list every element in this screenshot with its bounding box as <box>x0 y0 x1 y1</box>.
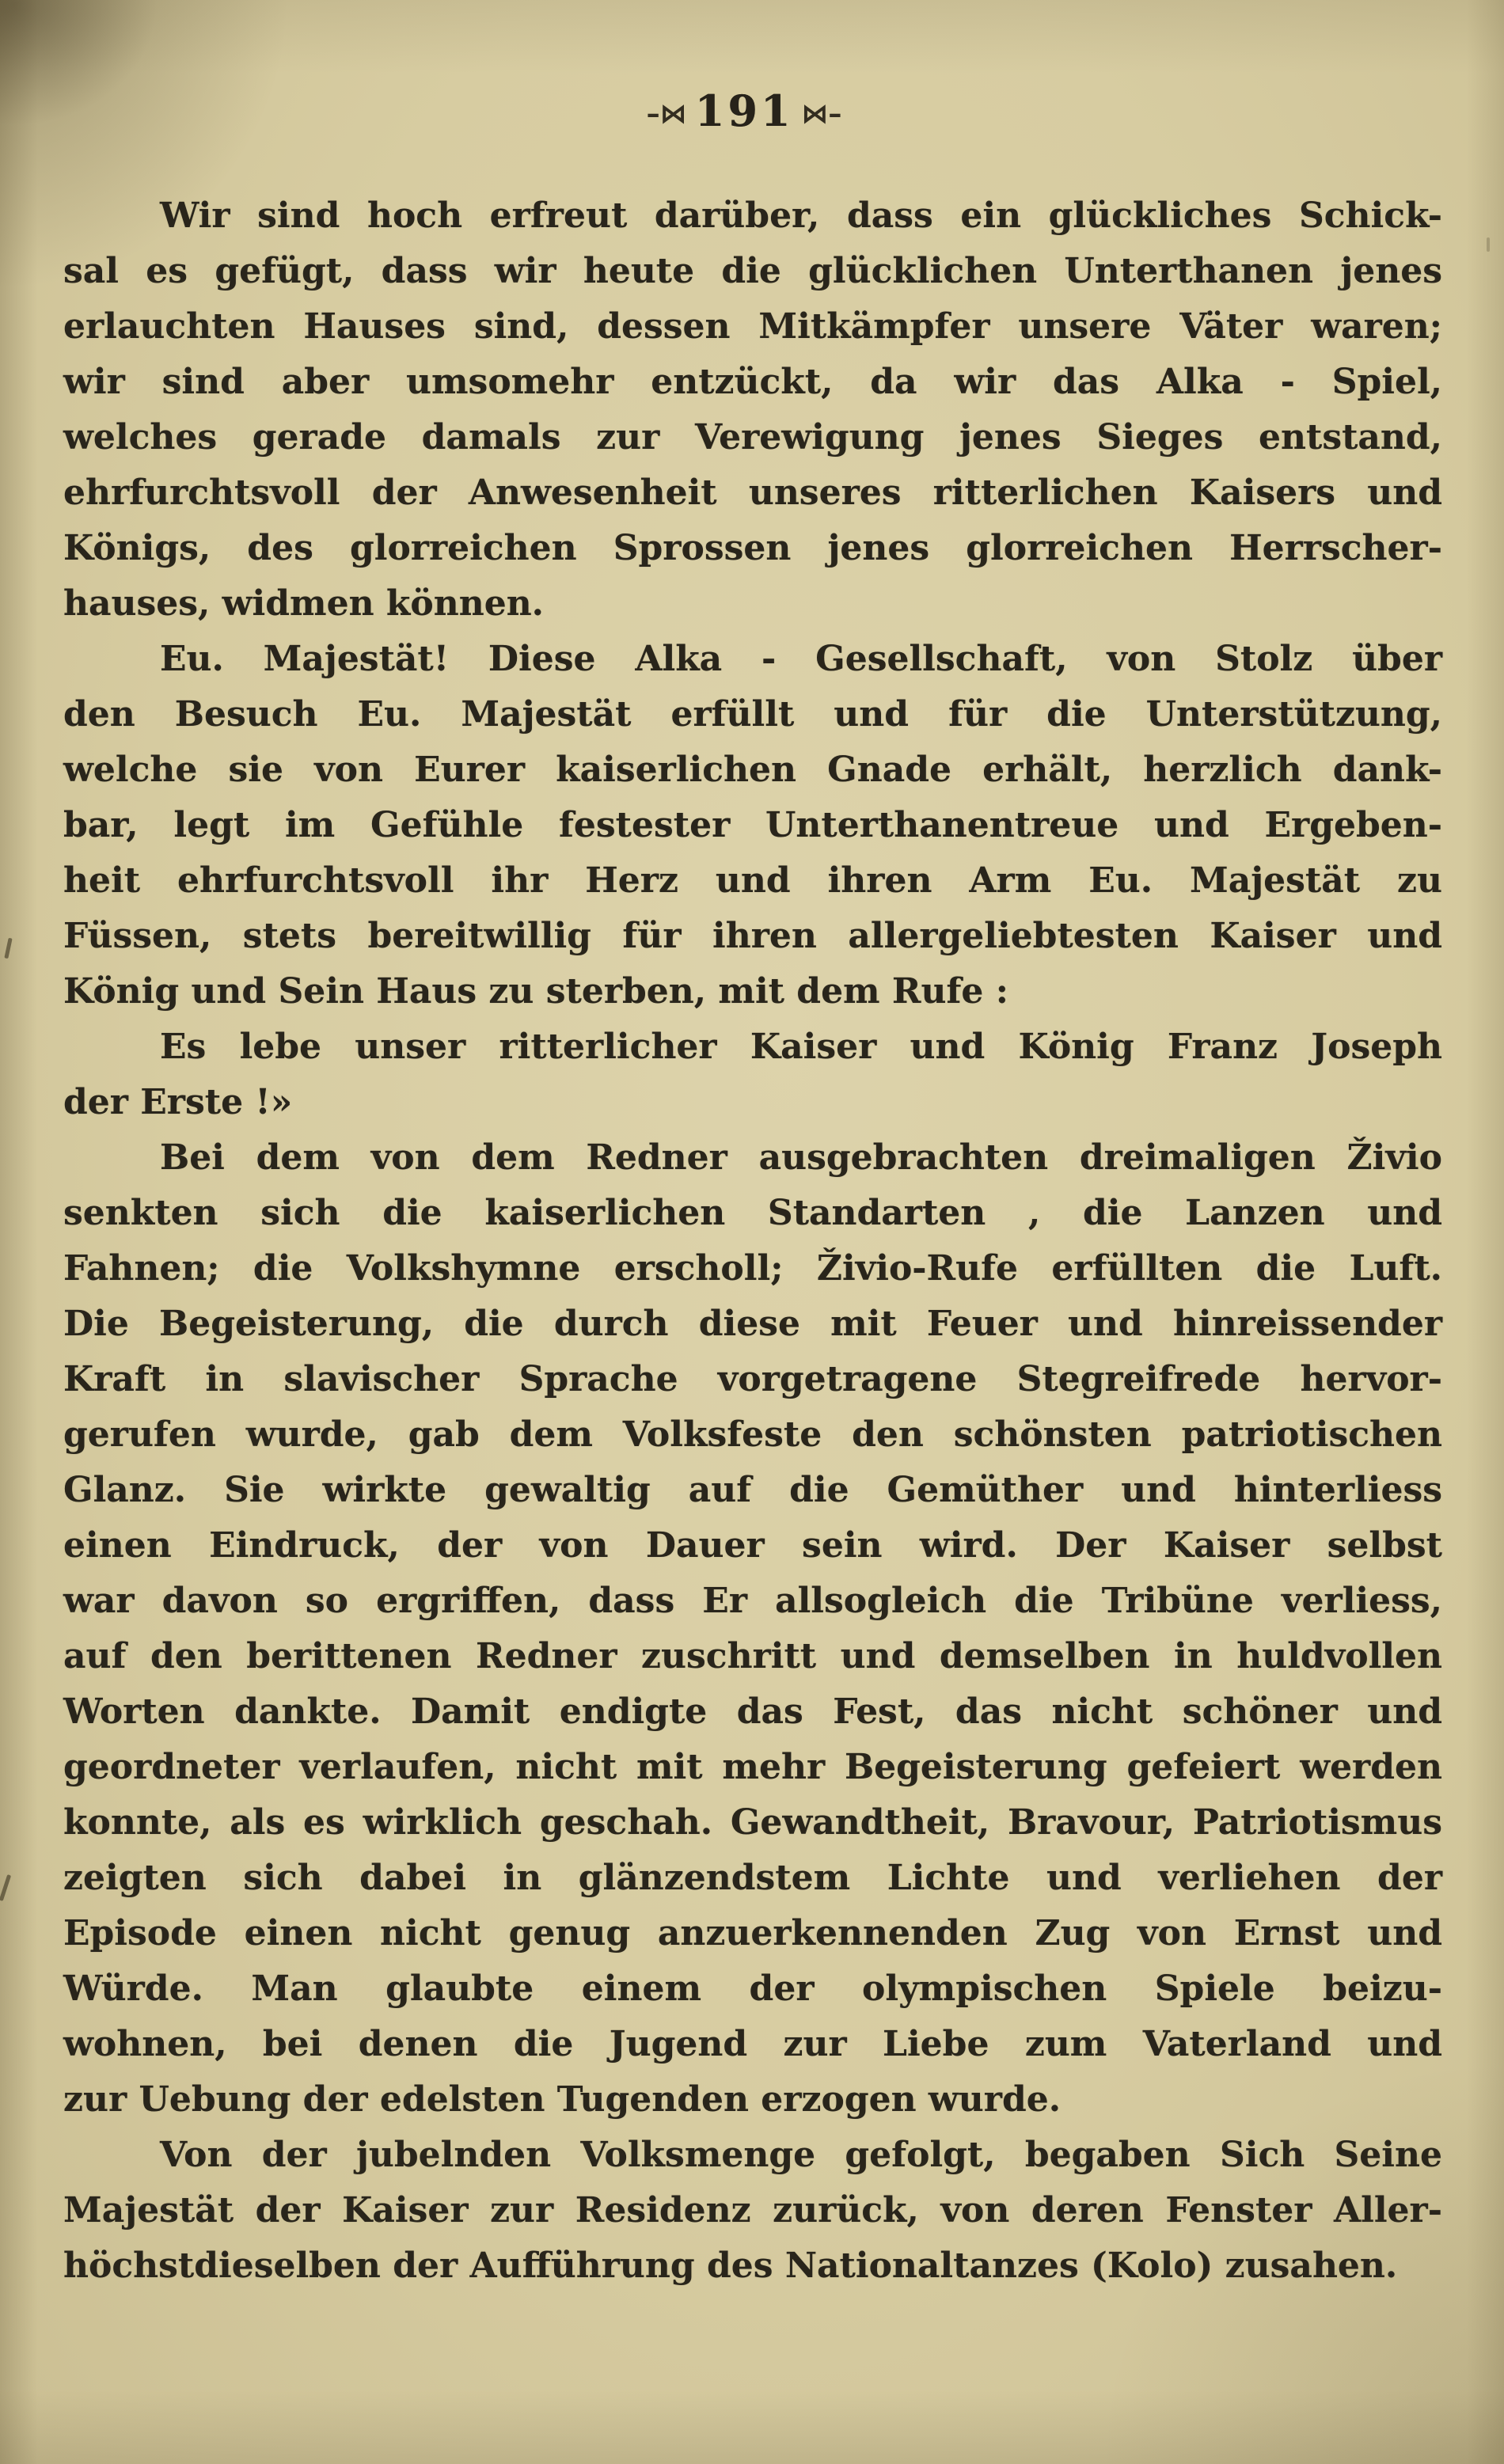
text-line: bar, legt im Gefühle festester Unterthanentreue und Ergeben- <box>63 805 1442 845</box>
text-line: einen Eindruck, der von Dauer sein wird. Der Kaiser selbst <box>63 1525 1442 1566</box>
paragraph <box>63 1130 1442 2128</box>
paper-speck <box>4 938 12 959</box>
text-body <box>63 188 1442 2294</box>
text-line: welches gerade damals zur Verewigung jenes Sieges entstand, <box>63 417 1442 457</box>
text-line: der Erste !» <box>63 1082 293 1122</box>
text-line: ehrfurchtsvoll der Anwesenheit unseres ritterlichen Kaisers und <box>63 473 1442 513</box>
text-line: Bei dem von dem Redner ausgebrachten dreimaligen Živio <box>160 1137 1442 1178</box>
header-ornament-left-icon: –⋈ <box>646 98 687 130</box>
page-header <box>47 85 1441 136</box>
text-line: Würde. Man glaubte einem der olympischen Spiele beizu- <box>63 1969 1442 2009</box>
text-line: hauses, widmen können. <box>63 583 544 624</box>
text-line: gerufen wurde, gab dem Volksfeste den schönsten patriotischen <box>63 1414 1442 1455</box>
paper-speck <box>0 1874 11 1901</box>
text-line: wir sind aber umsomehr entzückt, da wir das Alka - Spiel, <box>63 362 1442 402</box>
paragraph <box>63 188 1442 632</box>
paragraph <box>63 1019 1442 1130</box>
paragraph <box>63 2128 1442 2294</box>
text-line: geordneter verlaufen, nicht mit mehr Begeisterung gefeiert werden <box>63 1747 1442 1787</box>
paper-speck <box>1487 237 1490 252</box>
text-line: Füssen, stets bereitwillig für ihren allergeliebtesten Kaiser und <box>63 916 1442 956</box>
text-line: wohnen, bei denen die Jugend zur Liebe zum Vaterland und <box>63 2024 1442 2064</box>
text-line: Es lebe unser ritterlicher Kaiser und König Franz Joseph <box>160 1027 1442 1067</box>
text-line: Worten dankte. Damit endigte das Fest, das nicht schöner und <box>63 1691 1442 1732</box>
text-line: Fahnen; die Volkshymne erscholl; Živio-Rufe erfüllten die Luft. <box>63 1248 1442 1289</box>
text-line: Königs, des glorreichen Sprossen jenes glorreichen Herrscher- <box>63 528 1442 568</box>
text-line: den Besuch Eu. Majestät erfüllt und für die Unterstützung, <box>63 694 1442 735</box>
text-line: Eu. Majestät! Diese Alka - Gesellschaft, von Stolz über <box>160 639 1442 679</box>
text-line: höchstdieselben der Aufführung des Nationaltanzes (Kolo) zusahen. <box>63 2246 1398 2286</box>
text-line: zeigten sich dabei in glänzendstem Lichte und verliehen der <box>63 1858 1442 1898</box>
text-line: zur Uebung der edelsten Tugenden erzogen wurde. <box>63 2079 1062 2120</box>
text-line: welche sie von Eurer kaiserlichen Gnade erhält, herzlich dank- <box>63 750 1442 790</box>
text-line: heit ehrfurchtsvoll ihr Herz und ihren Arm Eu. Majestät zu <box>63 860 1442 901</box>
text-line: senkten sich die kaiserlichen Standarten , die Lanzen und <box>63 1193 1442 1233</box>
text-line: Kraft in slavischer Sprache vorgetragene Stegreifrede hervor- <box>63 1359 1442 1399</box>
text-line: Glanz. Sie wirkte gewaltig auf die Gemüther und hinterliess <box>63 1470 1442 1510</box>
text-line: war davon so ergriffen, dass Er allsogleich die Tribüne verliess, <box>63 1581 1442 1621</box>
text-line: Majestät der Kaiser zur Residenz zurück, von deren Fenster Aller- <box>63 2190 1442 2231</box>
text-line: erlauchten Hauses sind, dessen Mitkämpfer unsere Väter waren; <box>63 306 1442 347</box>
text-line: Episode einen nicht genug anzuerkennenden Zug von Ernst und <box>63 1913 1442 1953</box>
page-number: 191 <box>694 85 794 136</box>
text-line: sal es gefügt, dass wir heute die glücklichen Unterthanen jenes <box>63 251 1442 291</box>
text-line: Wir sind hoch erfreut darüber, dass ein glückliches Schick- <box>160 196 1442 236</box>
text-line: Von der jubelnden Volksmenge gefolgt, begaben Sich Seine <box>160 2135 1442 2175</box>
text-line: auf den berittenen Redner zuschritt und demselben in huldvollen <box>63 1636 1442 1676</box>
text-line: konnte, als es wirklich geschah. Gewandtheit, Bravour, Patriotismus <box>63 1802 1442 1843</box>
text-line: König und Sein Haus zu sterben, mit dem Rufe : <box>63 971 1008 1012</box>
paragraph <box>63 632 1442 1019</box>
text-line: Die Begeisterung, die durch diese mit Feuer und hinreissender <box>63 1304 1442 1344</box>
header-ornament-right-icon: ⋈– <box>801 98 842 130</box>
